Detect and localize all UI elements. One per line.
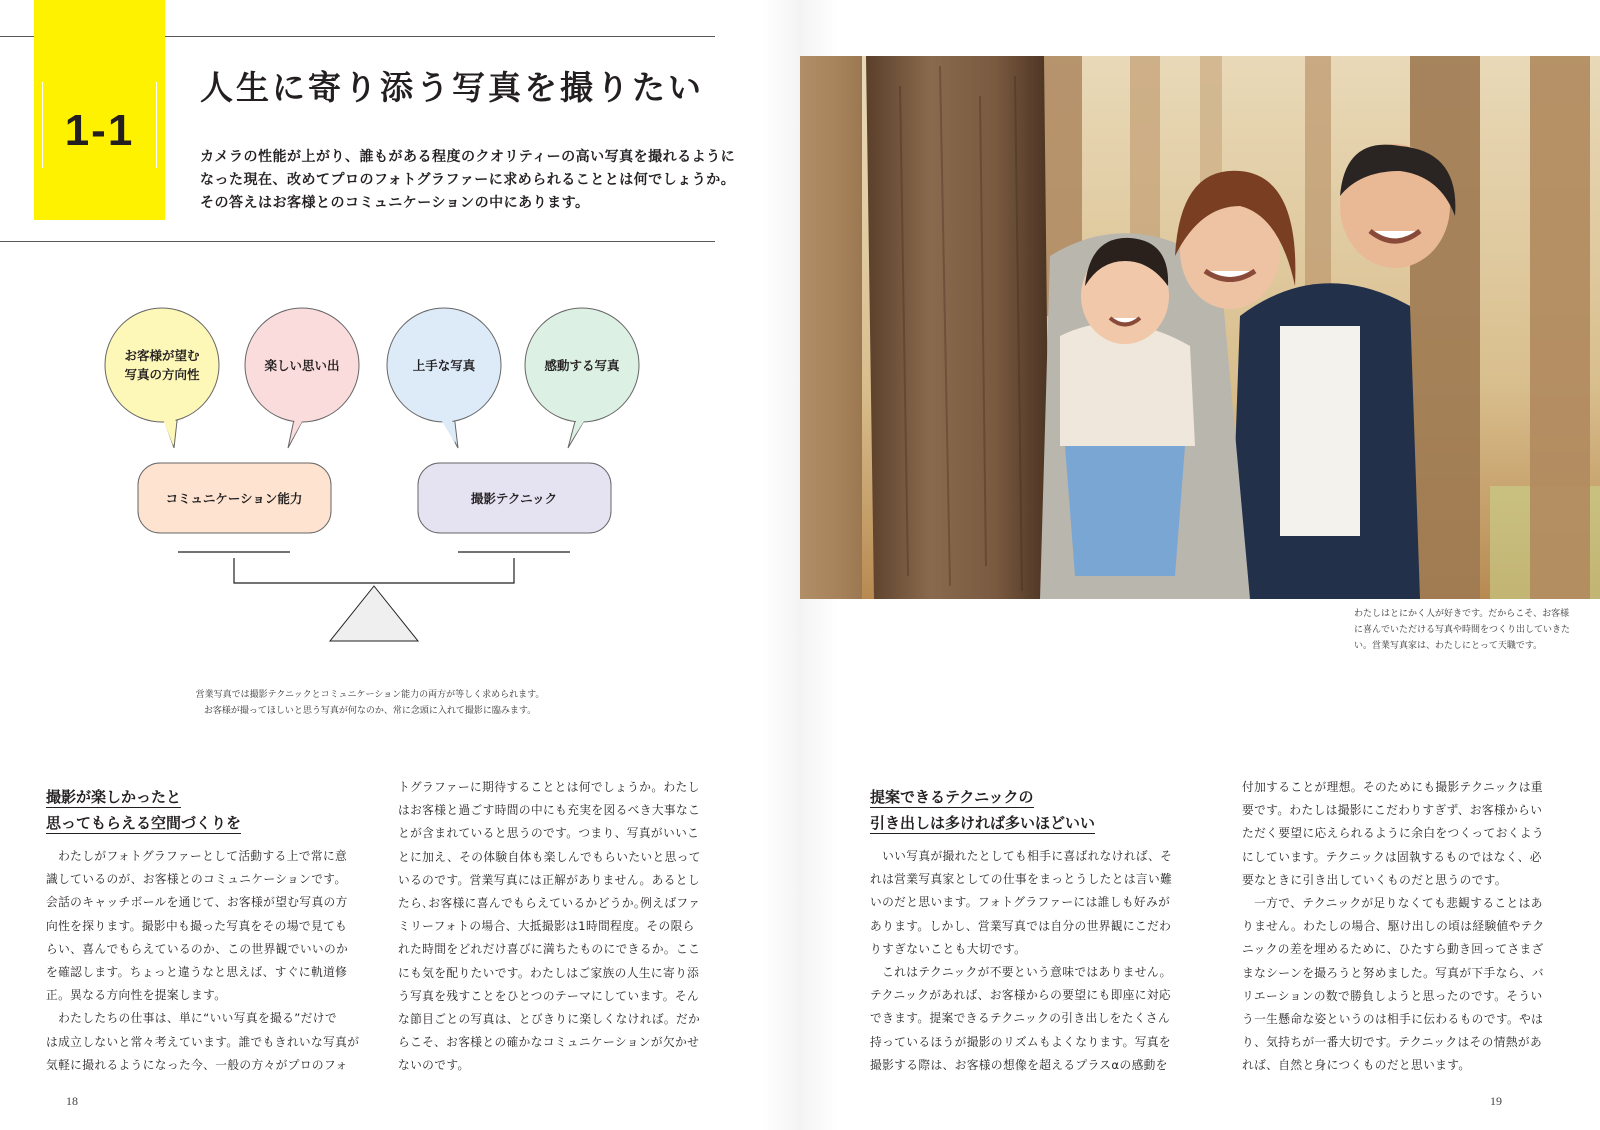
diagram-caption: [160, 687, 580, 719]
balance-diagram: [90, 300, 650, 670]
lead-line: なった現在、改めてプロのフォトグラファーに求められることとは何でしょうか。: [200, 172, 736, 188]
body-text-line: らい、喜んでもらえているのか、この世界観でいいのか: [46, 941, 349, 956]
page-number-right: 19: [1490, 1094, 1502, 1108]
caption-line: 営業写真では撮影テクニックとコミュニケーション能力の両方が等しく求められます。: [195, 690, 545, 700]
body-text-line: う写真を残すことをひとつのテーマにしています。そん: [398, 988, 700, 1003]
box-technique: [418, 463, 611, 533]
body-text-line: は成立しないと常々考えています。誰でもきれいな写真が: [46, 1034, 360, 1049]
body-text-line: 要なときに引き出していくものだと思うのです。: [1242, 872, 1507, 887]
body-text-line: ニックの差を埋めるために、ひたすら動き回ってさまざ: [1242, 942, 1544, 957]
body-text-line: これはテクニックが不要という意味ではありません。: [870, 965, 1172, 980]
body-text-line: にしています。テクニックは固執するものではなく、必: [1242, 849, 1542, 864]
family-photo: [800, 56, 1600, 599]
body-text-line: はお客様と過ごす時間の中にも充実を図るべき大事なこ: [398, 803, 701, 818]
bubble-text: 上手な写真: [412, 358, 476, 373]
speech-bubble-skillful-photo: [387, 308, 501, 448]
lead-line: その答えはお客様とのコミュニケーションの中にあります。: [200, 195, 590, 211]
lead-line: カメラの性能が上がり、誰もがある程度のクオリティーの高い写真を撮れるように: [200, 149, 736, 165]
lead-paragraph: [200, 146, 736, 215]
body-text-line: あります。しかし、営業写真では自分の世界観にこだわ: [870, 918, 1172, 933]
body-text-line: れは営業写真家としての仕事をまっとうしたとは言い難: [870, 872, 1173, 887]
speech-bubble-wish: [105, 308, 219, 448]
left-body-column-1: [46, 845, 366, 1077]
left-section-heading: [46, 784, 241, 836]
right-body-column-1: [870, 845, 1190, 1077]
body-text-line: リエーションの数で勝負しようと思ったのです。そうい: [1242, 988, 1543, 1003]
body-text-line: とが含まれていると思うのです。つまり、写真がいいこ: [398, 826, 700, 841]
heading-line: 提案できるテクニックの: [870, 788, 1034, 806]
section-number: 1-1: [64, 106, 135, 155]
body-text-line: ないのです。: [398, 1058, 470, 1073]
right-body-column-2: [1242, 776, 1562, 1078]
body-text-line: わたしたちの仕事は、単に“いい写真を撮る”だけで: [46, 1011, 337, 1026]
body-text-line: 付加することが理想。そのためにも撮影テクニックは重: [1242, 780, 1544, 794]
body-text-line: たら､お客様に喜んでもらえているかどうか｡例えばファ: [398, 896, 701, 911]
box-communication: [138, 463, 331, 533]
caption-line: に喜んでいただける写真や時間をつくり出していきた: [1354, 625, 1571, 635]
body-text-line: とに加え、その体験自体も楽しんでもらいたいと思って: [398, 849, 701, 864]
speech-bubble-moving-photo: [525, 308, 639, 448]
body-text-line: う一生懸命な姿というのは相手に伝わるものです。やは: [1242, 1012, 1544, 1027]
right-page: [800, 0, 1600, 1130]
left-body-column-2: [398, 776, 718, 1078]
body-text-line: 撮影する際は、お客様の想像を超えるプラスαの感動を: [870, 1057, 1168, 1072]
bubble-text: 写真の方向性: [124, 367, 200, 382]
body-text-line: いい写真が撮れたとしても相手に喜ばれなければ、そ: [870, 849, 1173, 863]
body-text-line: テクニックがあれば、お客様からの要望にも即座に対応: [870, 988, 1172, 1003]
bubble-text: 楽しい思い出: [264, 358, 340, 373]
body-text-line: らこそ、お客様との確かなコミュニケーションが欠かせ: [398, 1035, 700, 1050]
caption-line: い。営業写真家は、わたしにとって天職です。: [1354, 641, 1543, 651]
body-text-line: 正。異なる方向性を提案します。: [46, 988, 227, 1003]
body-text-line: な節目ごとの写真は、とびきりに楽しくなければ。だか: [398, 1012, 701, 1027]
body-text-line: トグラファーに期待することとは何でしょうか。わたし: [398, 780, 700, 794]
body-text-line: り、気持ちが一番大切です。テクニックはその情熱があ: [1242, 1035, 1543, 1050]
body-text-line: ミリーフォトの場合、大抵撮影は1時間程度。その限ら: [398, 919, 695, 934]
page-number-left: 18: [66, 1094, 78, 1108]
body-text-line: 持っているほうが撮影のリズムもよくなります。写真を: [870, 1034, 1172, 1049]
heading-line: 撮影が楽しかったと: [46, 788, 182, 806]
caption-line: お客様が撮ってほしいと思う写真が何なのか、常に念頭に入れて撮影に臨みます。: [203, 706, 537, 716]
speech-bubble-memories: [245, 308, 359, 448]
body-text-line: れた時間をどれだけ喜びに満ちたものにできるか。ここ: [398, 942, 701, 957]
body-text-line: 会話のキャッチボールを通じて、お客様が望む写真の方: [46, 895, 348, 910]
header-rule-bottom: [0, 241, 715, 242]
body-text-line: 向性を探ります。撮影中も撮った写真をその場で見ても: [46, 918, 348, 933]
body-text-line: いるのです。営業写真には正解がありません。あるとし: [398, 872, 700, 887]
body-text-line: 一方で、テクニックが足りなくても悲観することはあ: [1242, 896, 1543, 911]
page-title: 人生に寄り添う写真を撮りたい: [200, 68, 704, 107]
body-text-line: 要です。わたしは撮影にこだわりすぎず、お客様からい: [1242, 803, 1543, 818]
bubble-text: 感動する写真: [544, 358, 620, 373]
heading-line: 引き出しは多ければ多いほどいい: [870, 814, 1096, 832]
caption-line: わたしはとにかく人が好きです。だからこそ、お客様: [1354, 609, 1570, 619]
heading-line: 思ってもらえる空間づくりを: [46, 814, 242, 832]
section-badge: [34, 0, 165, 220]
box-label: コミュニケーション能力: [165, 491, 303, 506]
body-text-line: 気軽に撮れるようになった今、一般の方々がプロのフォ: [46, 1057, 348, 1072]
body-text-line: ただく要望に応えられるように余白をつくっておくよう: [1242, 826, 1544, 841]
body-text-line: 識しているのが、お客様とのコミュニケーションです。: [46, 872, 347, 887]
gutter-shadow: [760, 0, 840, 1130]
photo-caption: [1354, 606, 1594, 654]
body-text-line: まなシーンを撮ろうと努めました。写真が下手なら、バ: [1242, 965, 1544, 980]
body-text-line: れば、自然と身につくものだと思います。: [1242, 1058, 1471, 1073]
balance-scale: [178, 552, 570, 641]
body-text-line: りません。わたしの場合、駆け出しの頃は経験値やテク: [1242, 919, 1545, 934]
box-label: 撮影テクニック: [470, 491, 558, 506]
body-text-line: りすぎないことも大切です。: [870, 941, 1027, 956]
bubble-text: お客様が望む: [124, 348, 200, 363]
body-text-line: できます。提案できるテクニックの引き出しをたくさん: [870, 1011, 1171, 1026]
body-text-line: を確認します。ちょっと違うなと思えば、すぐに軌道修: [46, 965, 348, 980]
body-text-line: わたしがフォトグラファーとして活動する上で常に意: [46, 849, 348, 863]
body-text-line: にも気を配りたいです。わたしはご家族の人生に寄り添: [398, 965, 700, 980]
body-text-line: いのだと思います。フォトグラファーには誰しも好みが: [870, 895, 1171, 910]
right-section-heading: [870, 784, 1095, 836]
